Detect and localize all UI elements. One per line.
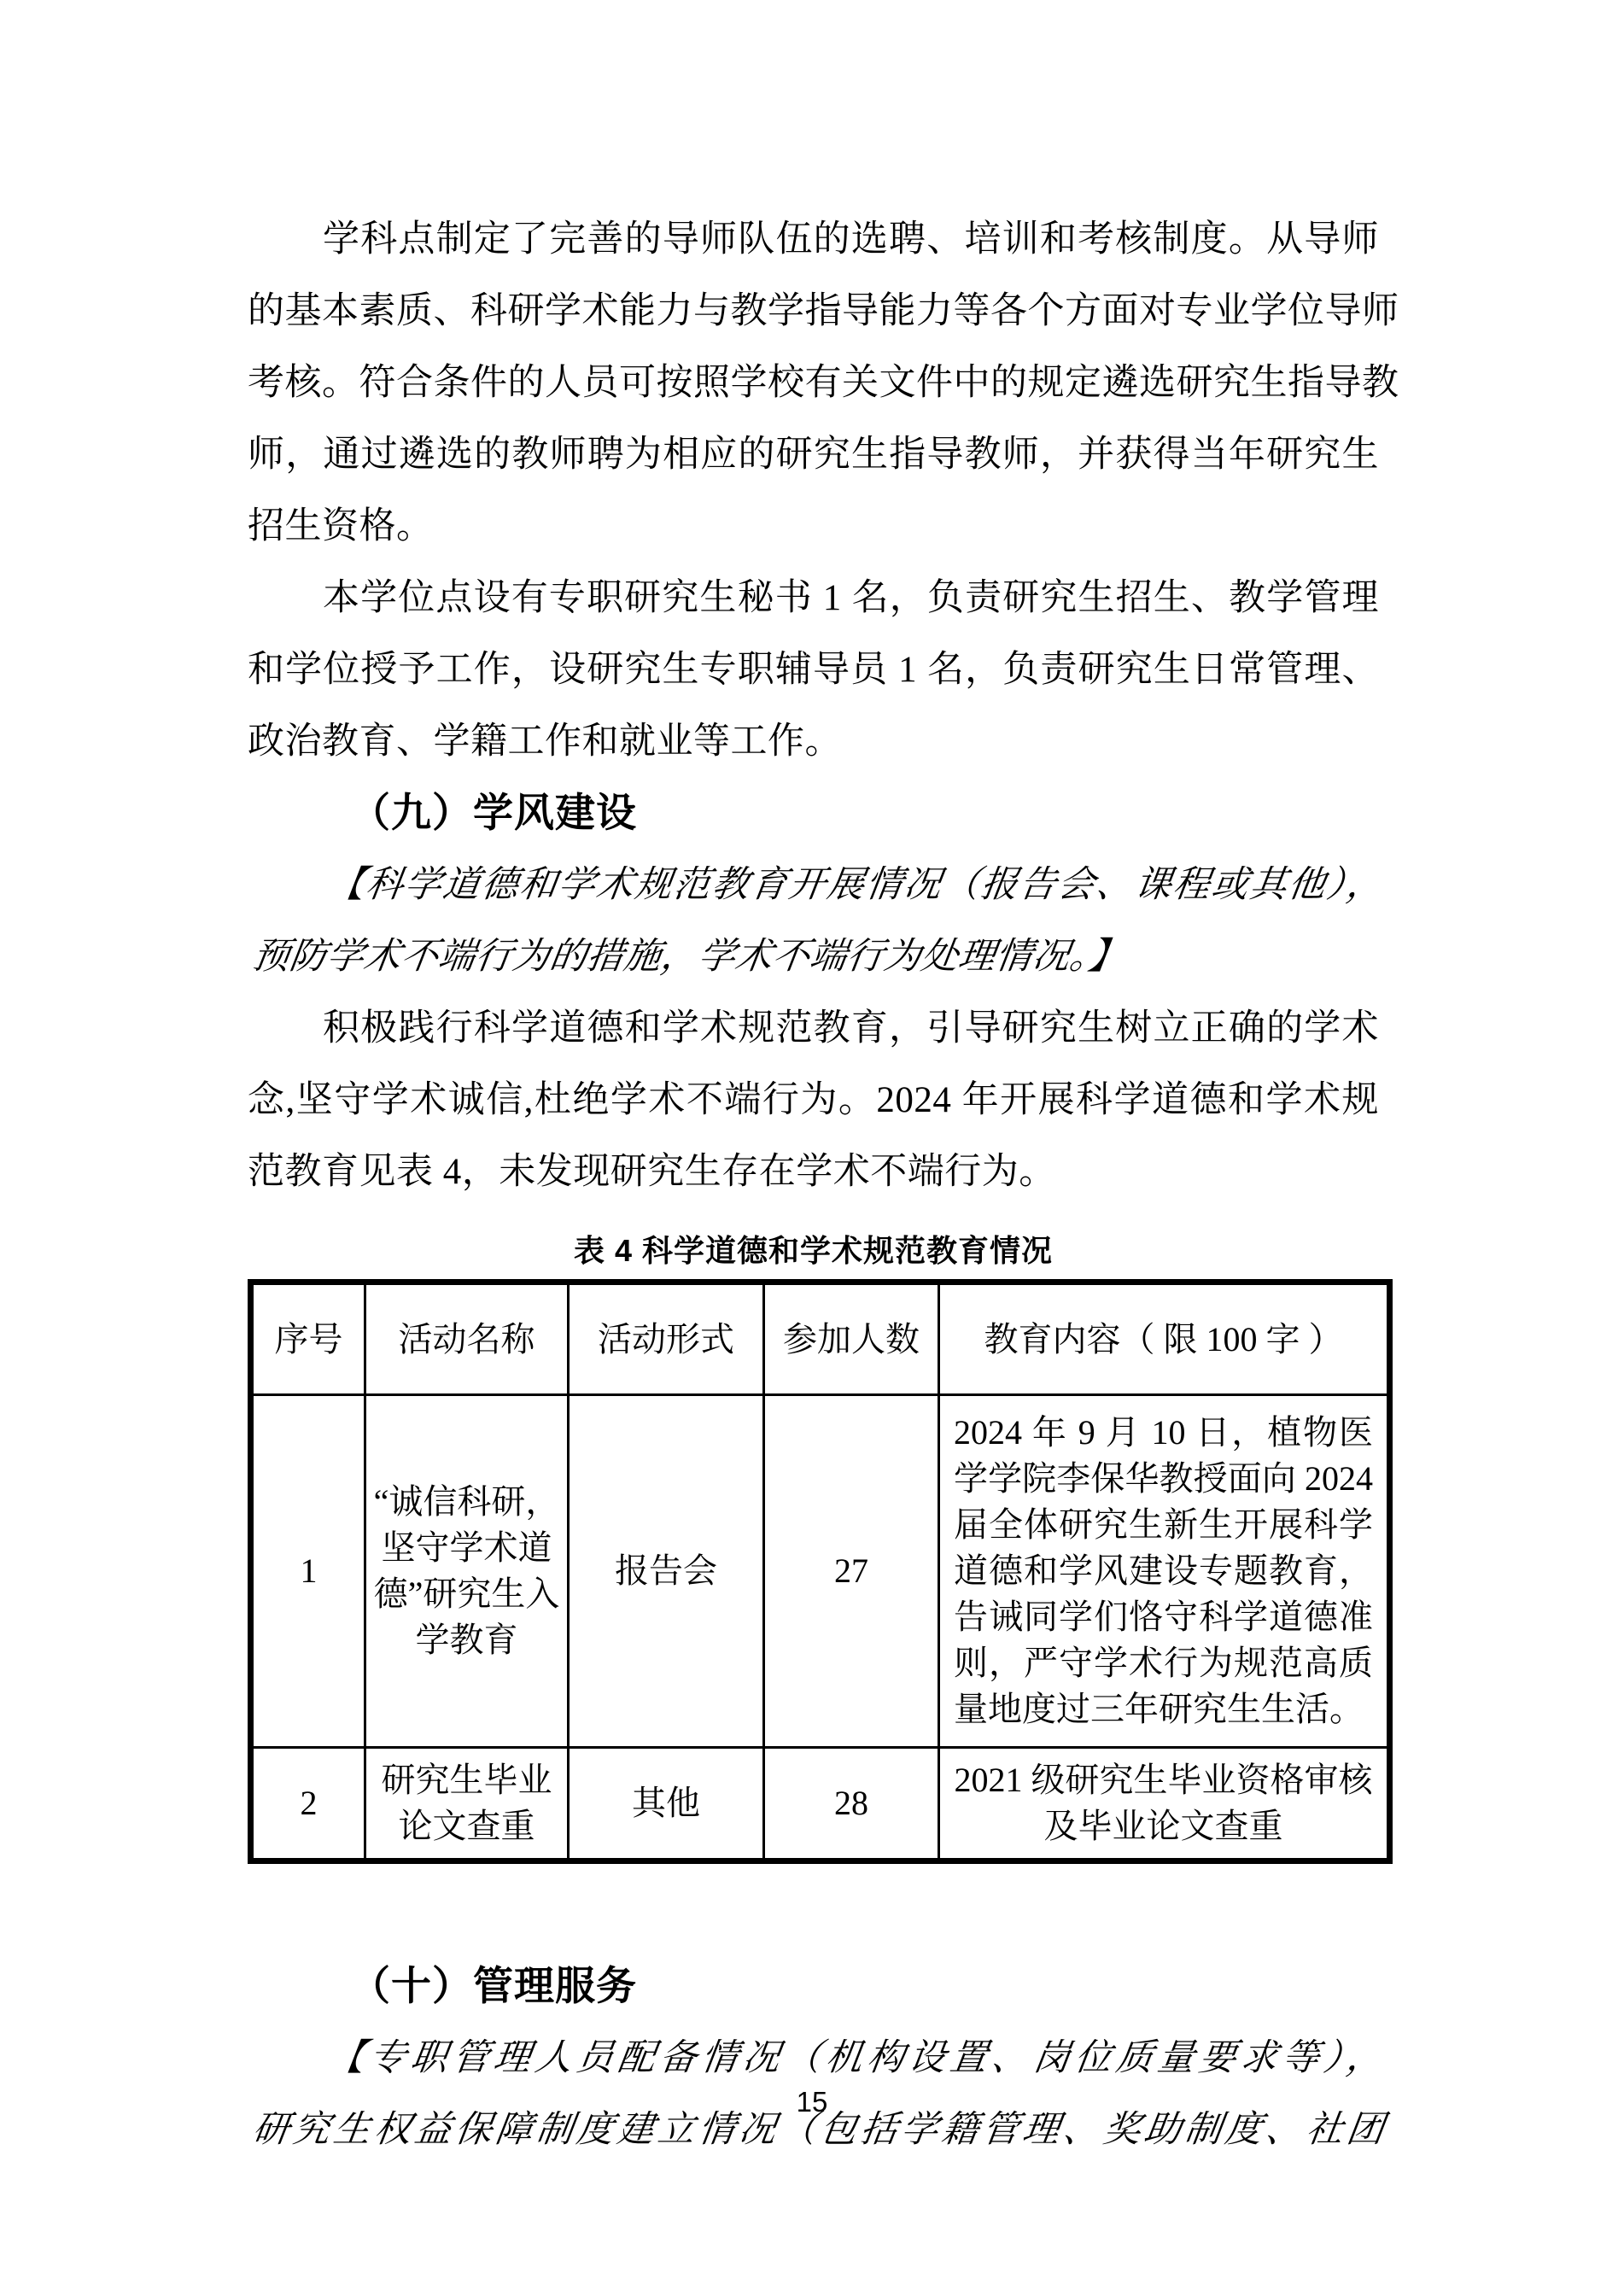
document-content bbox=[248, 204, 1399, 2166]
text-line: 念,坚守学术诚信,杜绝学术不端行为。2024 年开展科学道德和学术规 bbox=[248, 1080, 1379, 1120]
section-10-heading: （十）管理服务 bbox=[350, 1965, 637, 2009]
paragraph-mentor-system bbox=[248, 204, 1399, 563]
column-header-education-content: 教育内容（ 限 100 字 ） bbox=[939, 1282, 1390, 1395]
text-line: 本学位点设有专职研究生秘书 1 名，负责研究生招生、教学管理 bbox=[323, 578, 1379, 618]
cell-activity-form: 报告会 bbox=[569, 1395, 764, 1748]
column-header-index: 序号 bbox=[251, 1282, 365, 1395]
cell-participants: 28 bbox=[764, 1748, 939, 1861]
cell-activity-name: 研究生毕业论文查重 bbox=[365, 1748, 569, 1861]
column-header-participants: 参加人数 bbox=[764, 1282, 939, 1395]
cell-education-content: 2024 年 9 月 10 日，植物医学学院李保华教授面向 2024 届全体研究生新生开展科学道德和学风建设专题教育，告诫同学们恪守科学道德准则，严守学术行为规范高质量地度过三年研究生生活。 bbox=[939, 1395, 1390, 1748]
text-line: 范教育见表 4，未发现研究生存在学术不端行为。 bbox=[248, 1152, 1056, 1192]
text-line: 政治教育、学籍工作和就业等工作。 bbox=[248, 722, 842, 762]
table-row bbox=[251, 1748, 1390, 1861]
text-line: 招生资格。 bbox=[248, 506, 434, 546]
education-activities-table bbox=[248, 1279, 1393, 1864]
column-header-activity-name: 活动名称 bbox=[365, 1282, 569, 1395]
text-line: 和学位授予工作，设研究生专职辅导员 1 名，负责研究生日常管理、 bbox=[248, 650, 1379, 690]
cell-education-content: 2021 级研究生毕业资格审核及毕业论文查重 bbox=[939, 1748, 1390, 1861]
page-number: 15 bbox=[796, 2086, 828, 2118]
table-caption: 表 4 科学道德和学术规范教育情况 bbox=[573, 1233, 1054, 1268]
cell-activity-name: “诚信科研，坚守学术道德”研究生入学教育 bbox=[365, 1395, 569, 1748]
table-row bbox=[251, 1395, 1390, 1748]
cell-activity-form: 其他 bbox=[569, 1748, 764, 1861]
paragraph-academic-integrity bbox=[248, 993, 1379, 1208]
column-header-activity-form: 活动形式 bbox=[569, 1282, 764, 1395]
text-line: 学科点制定了完善的导师队伍的选聘、培训和考核制度。从导师 bbox=[323, 219, 1379, 260]
bracket-note-section-9 bbox=[248, 850, 1387, 993]
text-line: 预防学术不端行为的措施，学术不端行为处理情况。】 bbox=[249, 937, 1129, 977]
cell-participants: 27 bbox=[764, 1395, 939, 1748]
text-line: 【科学道德和学术规范教育开展情况（报告会、课程或其他）， bbox=[324, 865, 1387, 905]
text-line: 【专职管理人员配备情况（机构设置、岗位质量要求等）， bbox=[324, 2038, 1387, 2078]
cell-index: 2 bbox=[251, 1748, 365, 1861]
section-9-heading: （九）学风建设 bbox=[350, 792, 637, 836]
paragraph-secretary-counselor bbox=[248, 563, 1379, 778]
table-header-row bbox=[251, 1282, 1390, 1395]
text-line: 考核。符合条件的人员可按照学校有关文件中的规定遴选研究生指导教 bbox=[248, 363, 1399, 403]
cell-index: 1 bbox=[251, 1395, 365, 1748]
text-line: 的基本素质、科研学术能力与教学指导能力等各个方面对专业学位导师 bbox=[248, 291, 1399, 331]
text-line: 研究生权益保障制度建立情况（包括学籍管理、奖助制度、社团 bbox=[249, 2110, 1387, 2150]
text-line: 师，通过遴选的教师聘为相应的研究生指导教师，并获得当年研究生 bbox=[248, 435, 1379, 475]
text-line: 积极践行科学道德和学术规范教育，引导研究生树立正确的学术 bbox=[323, 1008, 1379, 1049]
